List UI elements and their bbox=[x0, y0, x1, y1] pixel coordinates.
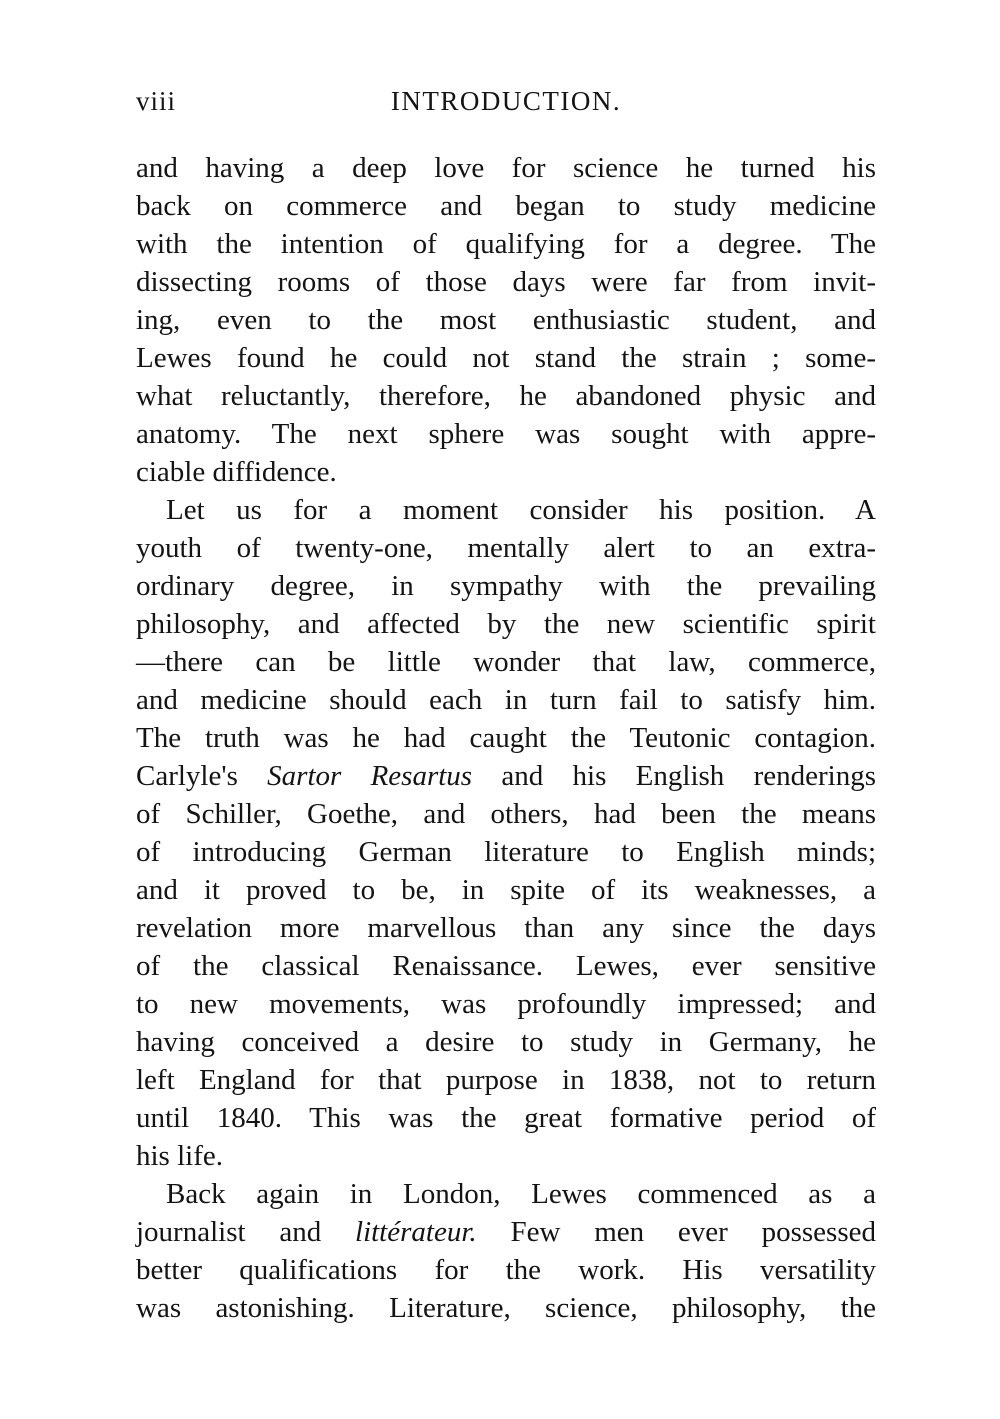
text-segment: —there can be little wonder that law, commerce, bbox=[136, 646, 876, 678]
italic-text: littérateur. bbox=[355, 1216, 477, 1248]
text-line bbox=[136, 1061, 876, 1099]
text-line bbox=[136, 339, 876, 377]
text-line bbox=[136, 567, 876, 605]
text-line bbox=[136, 187, 876, 225]
text-line bbox=[136, 757, 876, 795]
text-segment: back on commerce and began to study medicine bbox=[136, 190, 876, 222]
text-segment: what reluctantly, therefore, he abandoned physic and bbox=[136, 380, 876, 412]
text-segment: youth of twenty-one, mentally alert to an extra- bbox=[136, 532, 876, 564]
text-line bbox=[136, 453, 876, 491]
text-line bbox=[136, 1099, 876, 1137]
text-segment: Back again in London, Lewes commenced as a bbox=[166, 1178, 876, 1210]
text-segment: revelation more marvellous than any since the days bbox=[136, 912, 876, 944]
text-line bbox=[136, 529, 876, 567]
text-segment: ing, even to the most enthusiastic student, and bbox=[136, 304, 876, 336]
text-segment: to new movements, was profoundly impressed; and bbox=[136, 988, 876, 1020]
text-segment: anatomy. The next sphere was sought with appre- bbox=[136, 418, 876, 450]
text-segment: Let us for a moment consider his position. A bbox=[166, 494, 876, 526]
text-segment: Few men ever possessed bbox=[476, 1216, 876, 1248]
text-line bbox=[136, 1213, 876, 1251]
text-line bbox=[136, 1251, 876, 1289]
text-line bbox=[136, 1175, 876, 1213]
text-line bbox=[136, 1137, 876, 1175]
running-title: INTRODUCTION. bbox=[390, 86, 622, 116]
text-line bbox=[136, 947, 876, 985]
text-segment: of introducing German literature to English minds; bbox=[136, 836, 876, 868]
text-segment: having conceived a desire to study in Germany, he bbox=[136, 1026, 876, 1058]
text-segment: ordinary degree, in sympathy with the prevailing bbox=[136, 570, 876, 602]
text-line bbox=[136, 225, 876, 263]
text-line bbox=[136, 719, 876, 757]
text-line bbox=[136, 263, 876, 301]
text-segment: ciable diffidence. bbox=[136, 456, 337, 488]
text-line bbox=[136, 833, 876, 871]
text-line bbox=[136, 871, 876, 909]
text-segment: and having a deep love for science he turned his bbox=[136, 152, 876, 184]
text-segment: of Schiller, Goethe, and others, had been the means bbox=[136, 798, 876, 830]
text-line bbox=[136, 415, 876, 453]
text-segment: better qualifications for the work. His versatility bbox=[136, 1254, 876, 1286]
text-line bbox=[136, 301, 876, 339]
text-segment: and medicine should each in turn fail to satisfy him. bbox=[136, 684, 876, 716]
text-line bbox=[136, 605, 876, 643]
text-line bbox=[136, 985, 876, 1023]
text-segment: his life. bbox=[136, 1140, 223, 1172]
text-line bbox=[136, 491, 876, 529]
text-segment: Lewes found he could not stand the strain ; some- bbox=[136, 342, 876, 374]
page-number: viii bbox=[136, 86, 177, 116]
text-segment: was astonishing. Literature, science, philosophy, the bbox=[136, 1292, 876, 1324]
text-segment: and his English renderings bbox=[472, 760, 876, 792]
page-header bbox=[136, 86, 876, 122]
italic-text: Sartor Resartus bbox=[267, 760, 473, 792]
text-line bbox=[136, 643, 876, 681]
text-line bbox=[136, 909, 876, 947]
text-line bbox=[136, 149, 876, 187]
text-segment: of the classical Renaissance. Lewes, ever sensitive bbox=[136, 950, 876, 982]
text-segment: journalist and bbox=[136, 1216, 356, 1248]
text-line bbox=[136, 377, 876, 415]
text-segment: The truth was he had caught the Teutonic contagion. bbox=[136, 722, 876, 754]
text-segment: philosophy, and affected by the new scientific spirit bbox=[136, 608, 876, 640]
body-text bbox=[136, 149, 876, 1327]
text-segment: Carlyle's bbox=[136, 760, 268, 792]
text-line bbox=[136, 1023, 876, 1061]
text-segment: until 1840. This was the great formative period of bbox=[136, 1102, 876, 1134]
text-segment: dissecting rooms of those days were far from invit- bbox=[136, 266, 876, 298]
text-line bbox=[136, 681, 876, 719]
text-segment: and it proved to be, in spite of its weaknesses, a bbox=[136, 874, 876, 906]
text-segment: left England for that purpose in 1838, not to return bbox=[136, 1064, 876, 1096]
text-segment: with the intention of qualifying for a degree. The bbox=[136, 228, 876, 260]
text-line bbox=[136, 1289, 876, 1327]
text-line bbox=[136, 795, 876, 833]
